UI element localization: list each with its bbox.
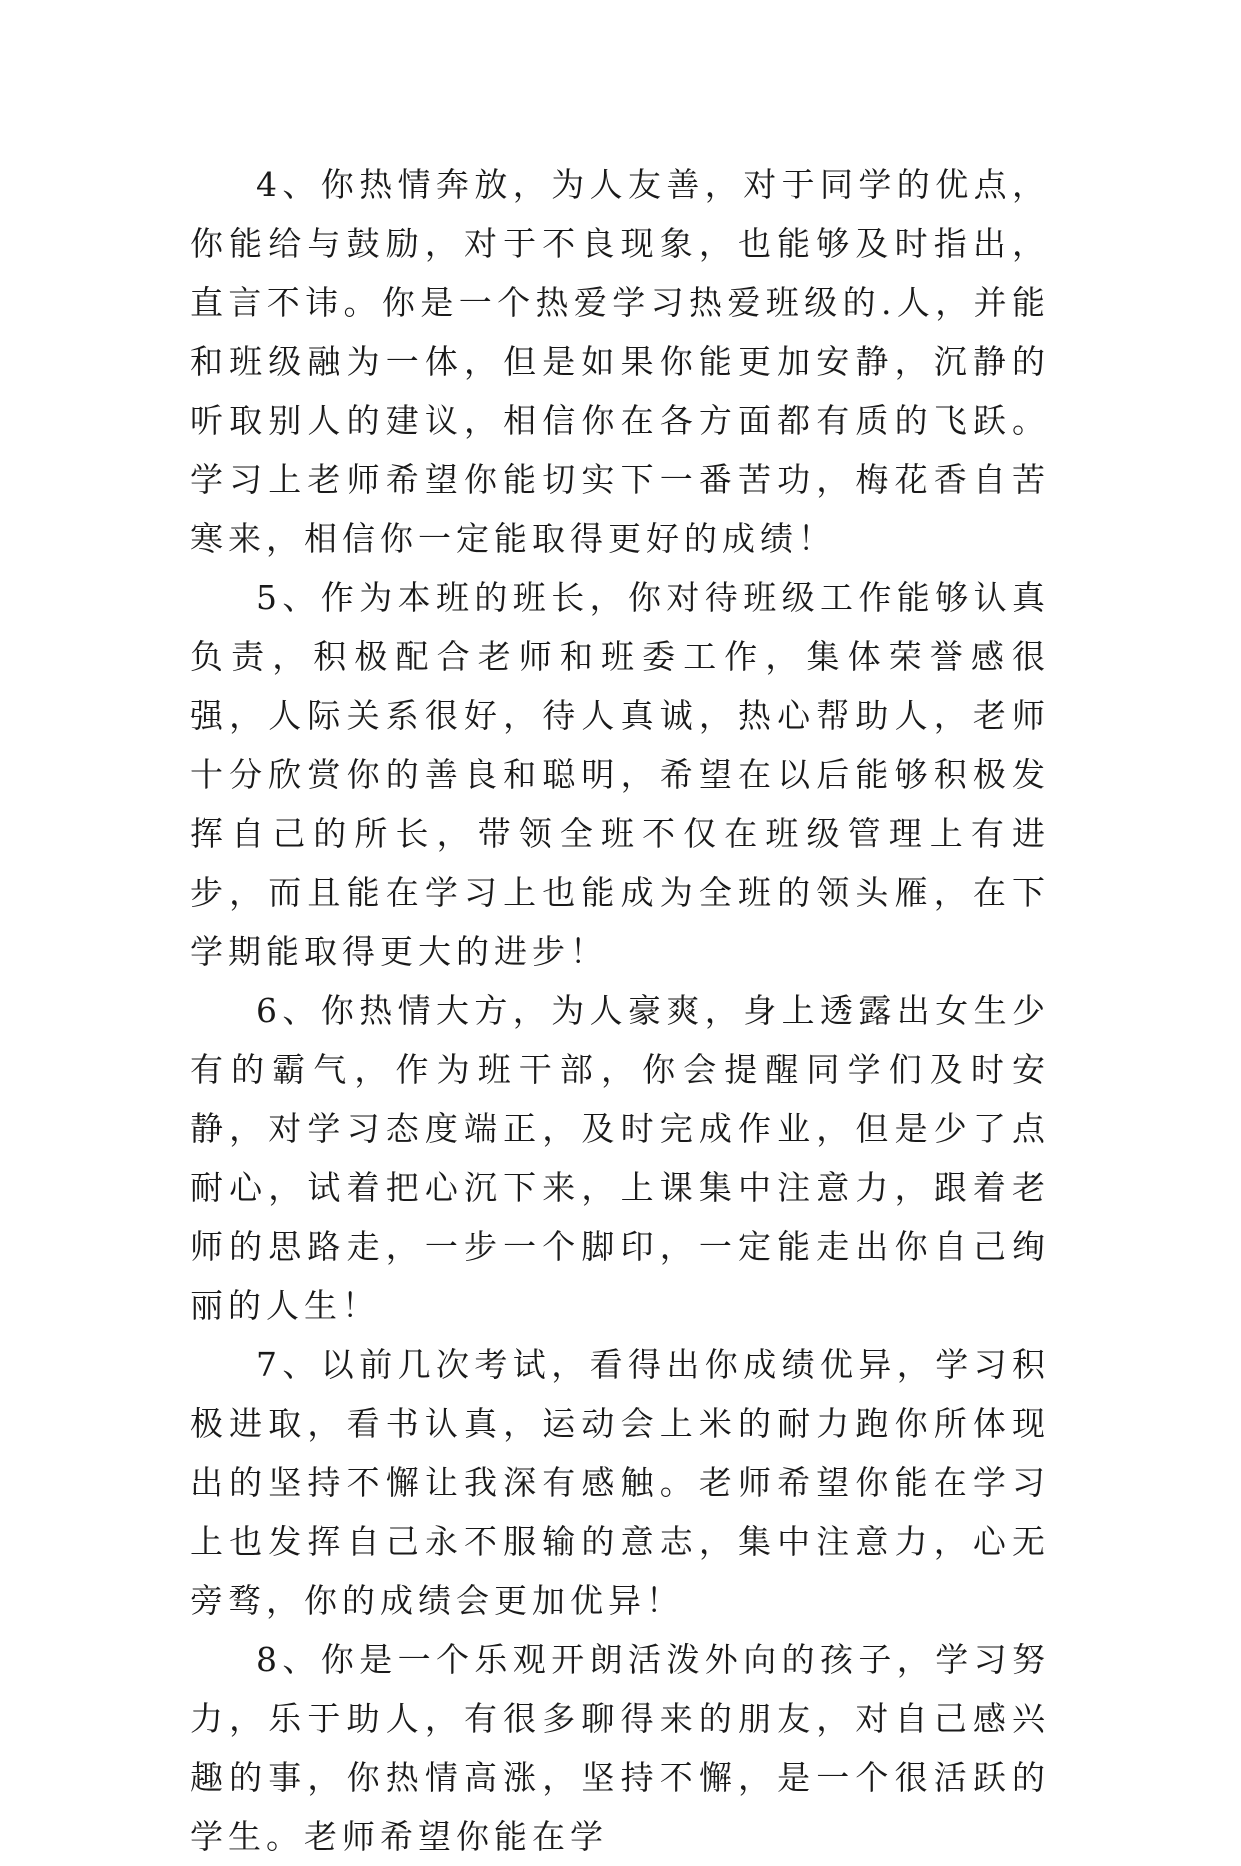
paragraph-6: 6、你热情大方，为人豪爽，身上透露出女生少有的霸气，作为班干部，你会提醒同学们及时安静，对学习态度端正，及时完成作业，但是少了点耐心，试着把心沉下来，上课集中注意力，跟着老师的思路走，一步一个脚印，一定能走出你自己绚丽的人生！ [190,991,1050,1325]
paragraph-4: 4、你热情奔放，为人友善，对于同学的优点，你能给与鼓励，对于不良现象，也能够及时指出，直言不讳。你是一个热爱学习热爱班级的.人，并能和班级融为一体，但是如果你能更加安静，沉静的听取别人的建议，相信你在各方面都有质的飞跃。学习上老师希望你能切实下一番苦功，梅花香自苦寒来，相信你一定能取得更好的成绩！ [190,165,1050,558]
paragraph-5: 5、作为本班的班长，你对待班级工作能够认真负责，积极配合老师和班委工作，集体荣誉感很强，人际关系很好，待人真诚，热心帮助人，老师十分欣赏你的善良和聪明，希望在以后能够积极发挥自己的所长，带领全班不仅在班级管理上有进步，而且能在学习上也能成为全班的领头雁，在下学期能取得更大的进步！ [190,578,1050,971]
paragraph-7: 7、以前几次考试，看得出你成绩优异，学习积极进取，看书认真，运动会上米的耐力跑你所体现出的坚持不懈让我深有感触。老师希望你能在学习上也发挥自己永不服输的意志，集中注意力，心无旁骛，你的成绩会更加优异！ [190,1345,1050,1620]
paragraph-8: 8、你是一个乐观开朗活泼外向的孩子，学习努力，乐于助人，有很多聊得来的朋友，对自己感兴趣的事，你热情高涨，坚持不懈，是一个很活跃的学生。老师希望你能在学 [190,1640,1050,1856]
document-body [190,155,1050,1866]
